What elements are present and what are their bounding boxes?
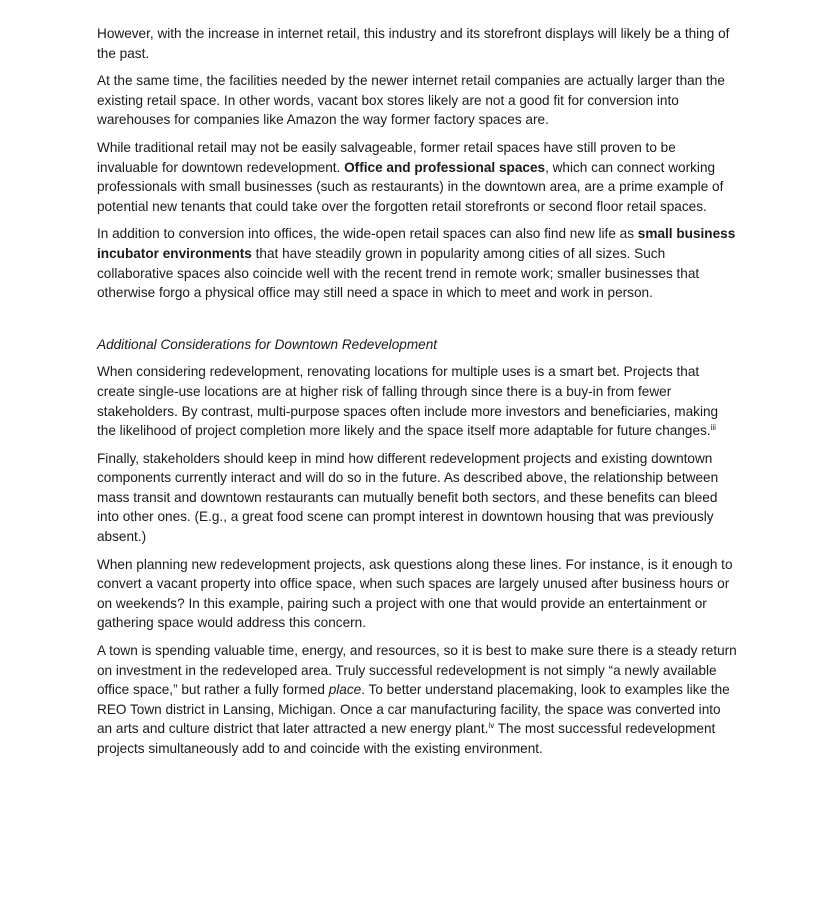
paragraph-text: When planning new redevelopment projects, ask questions along these lines. For instance, is it enough to convert a vacant property into office space, when such spaces are largely unused after business hours or on weekends? In this example, pairing such a project with one that would provide an entertainment or gathering space would address this concern. [97,556,733,631]
paragraph-text: , which can connect working professionals with small businesses (such as restaurants) in the downtown area, are a prime example of potential new tenants that could take over the forgotten retail storefronts or second floor retail spaces. [97,159,724,214]
bold-small-business-incubator: small business incubator environments [97,226,736,261]
paragraph-text: While traditional retail may not be easily salvageable, former retail spaces have still proven to be invaluable for downtown redevelopment. [97,139,676,175]
paragraph-text: Finally, stakeholders should keep in mind how different redevelopment projects and existing downtown components currently interact and will do so in the future. As described above, the relationship between mass transit and downtown restaurants can mutually benefit both sectors, and these benefits can bleed into other ones. (E.g., a great food scene can prompt interest in downtown housing that was previously absent.) [97,450,719,545]
paragraph-placemaking [97,641,737,759]
paragraph-text: In addition to conversion into offices, the wide-open retail spaces can also find new life as [97,226,638,242]
paragraph-stakeholders [97,449,737,547]
paragraph-multi-use [97,362,737,440]
paragraph-office-spaces [97,138,737,216]
paragraph-warehouse-fit [97,71,737,130]
paragraph-text: At the same time, the facilities needed by the newer internet retail companies are actually larger than the existing retail space. In other words, vacant box stores likely are not a good fit for conversion into warehouses for companies like Amazon the way former factory spaces are. [97,73,725,128]
paragraph-text: that have steadily grown in popularity among cities of all sizes. Such collaborative spaces also coincide well with the recent trend in remote work; smaller businesses that otherwise forgo a physical office may still need a space in which to meet and work in person. [97,245,700,301]
section-heading: Additional Considerations for Downtown Redevelopment [97,336,438,352]
paragraph-planning-questions [97,555,737,633]
paragraph-text: . To better understand placemaking, look to examples like the REO Town district in Lansing, Michigan. Once a car manufacturing facility, the space was converted into an arts and culture district that later attracted a new energy plant. [97,682,730,737]
paragraph-incubator [97,224,737,302]
endnote-marker: iii [710,423,716,433]
bold-office-professional-spaces: Office and professional spaces [344,159,546,175]
paragraph-text: The most successful redevelopment projects simultaneously add to and coincide with the existing environment. [97,721,716,756]
document-page [97,24,737,767]
paragraph-internet-retail [97,24,737,63]
paragraph-text: A town is spending valuable time, energy, and resources, so it is best to make sure there is a steady return on investment in the redeveloped area. Truly successful redevelopment is not simply “a newly available office space,” but rather a fully formed [97,643,737,698]
endnote-marker: iv [488,721,495,731]
paragraph-text: However, with the increase in internet retail, this industry and its storefront displays will likely be a thing of the past. [97,26,730,61]
paragraph-text: When considering redevelopment, renovating locations for multiple uses is a smart bet. Projects that create single-use locations are at higher risk of falling through since there is a buy-in from fewer stakeholders. By contrast, multi-purpose spaces often include more investors and beneficiaries, making the likelihood of project completion more likely and the space itself more adaptable for future changes. [97,364,719,439]
italic-place: place [328,682,362,698]
